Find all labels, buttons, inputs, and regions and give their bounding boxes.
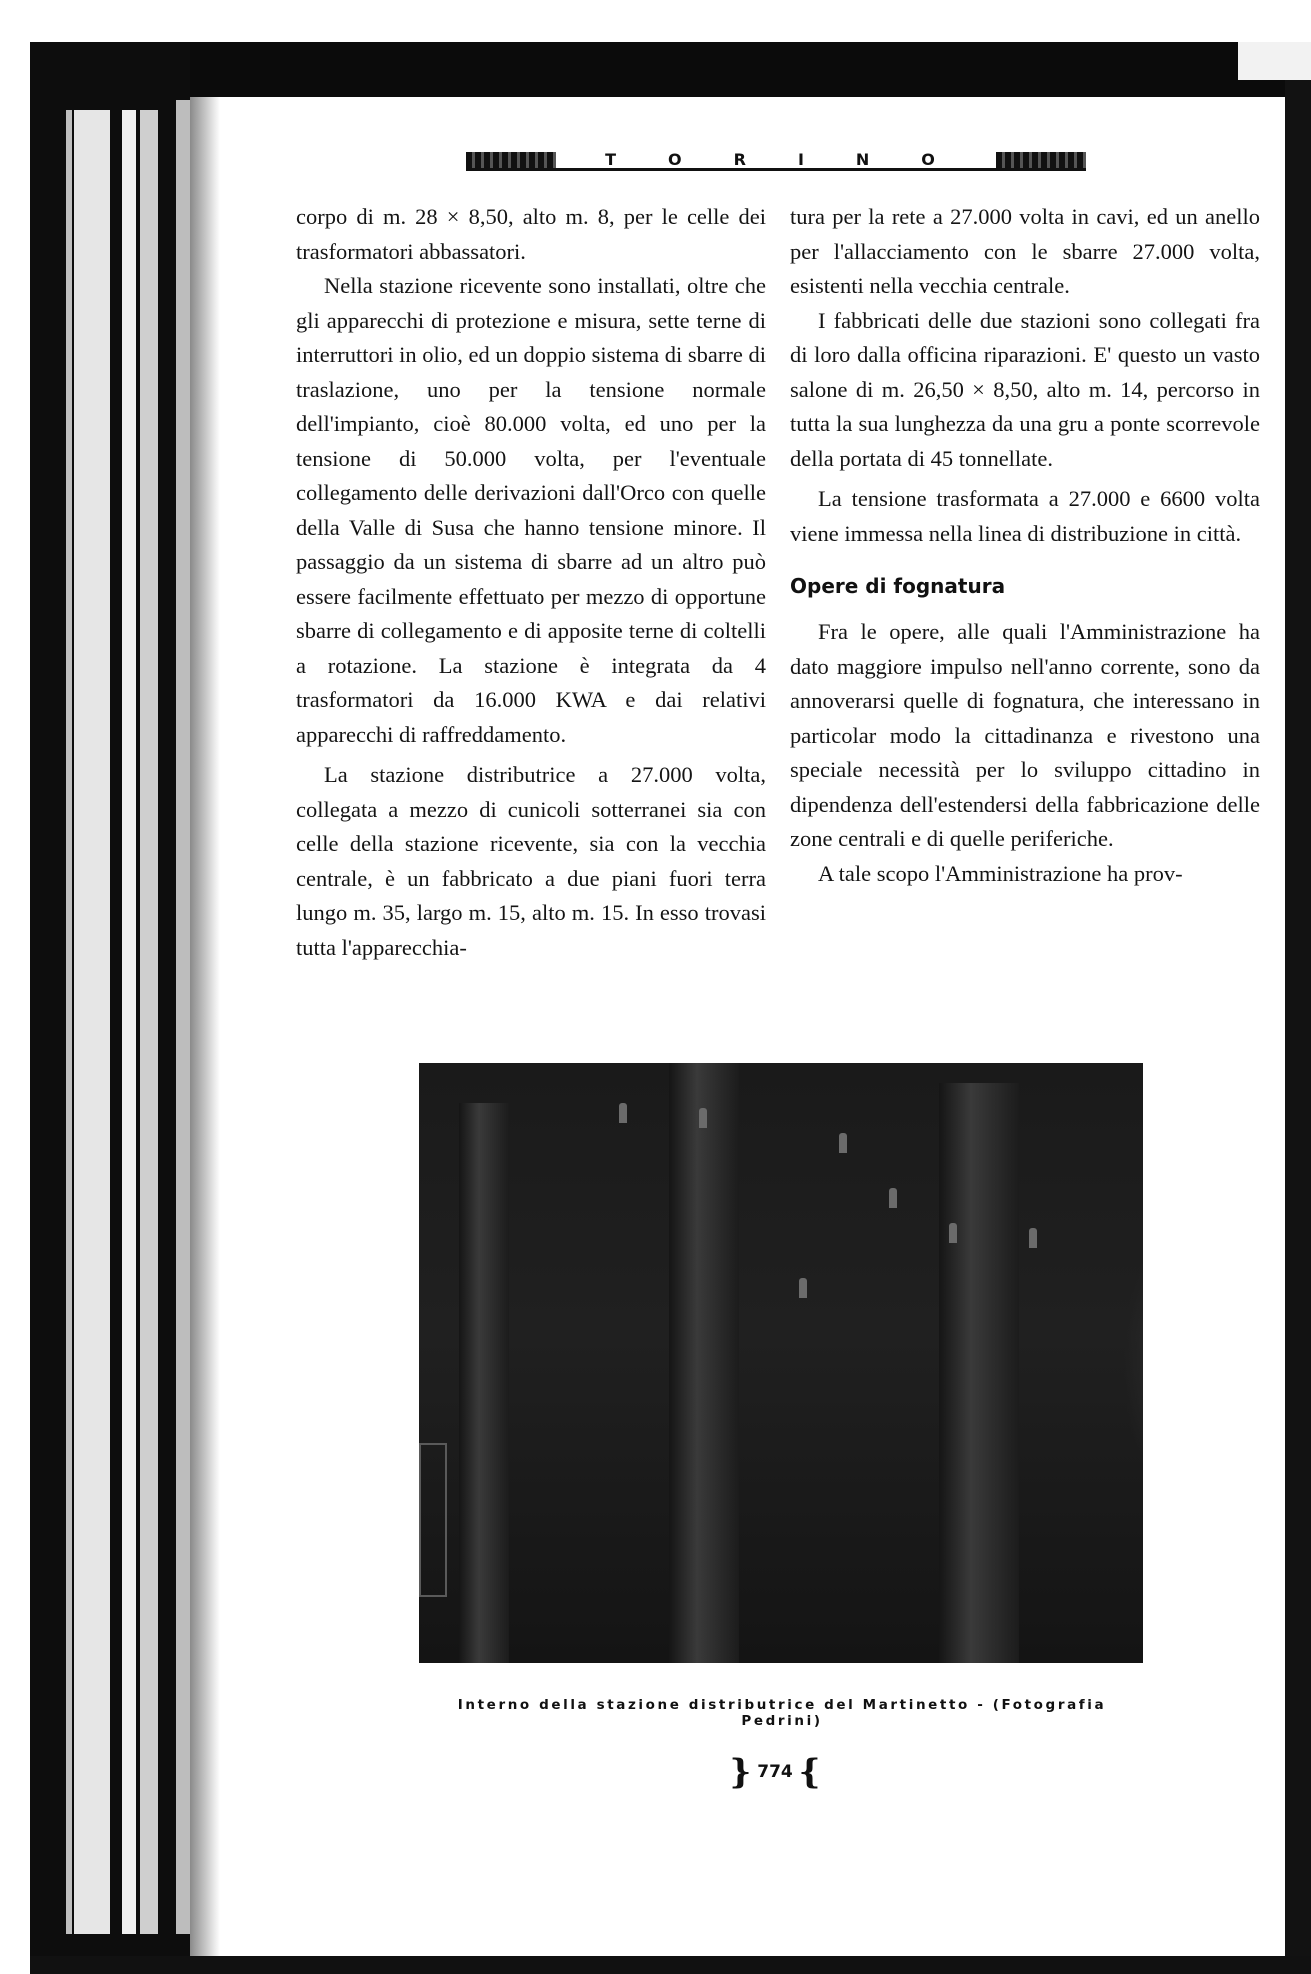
paragraph: Nella stazione ricevente sono installati, oltre che gli apparecchi di protezione e misura, sette terne di interruttori in olio, ed un doppio sistema di sbarre di traslazione, uno per la tensione normale dell'impianto, cioè 80.000 volta, ed uno per la tensione di 50.000 volta, per l'eventuale collegamento delle derivazioni dall'Orco con quelle della Valle di Susa che hanno tensione minore. Il passaggio da un sistema di sbarre ad un altro può essere facilmente effettuato per mezzo di opportune sbarre di collegamento e di apposite terne di coltelli a rotazione. La stazione è integrata da 4 trasformatori da 16.000 KWA e dai relativi apparecchi di raffreddamento.: [296, 273, 766, 747]
paragraph: A tale scopo l'Amministrazione ha prov-: [818, 860, 1183, 886]
running-header: [466, 148, 1086, 171]
text-column-right: [790, 200, 1260, 891]
paragraph: La tensione trasformata a 27.000 e 6600 volta viene immessa nella linea di distribuzione in città.: [790, 486, 1260, 546]
paragraph: tura per la rete a 27.000 volta in cavi, ed un anello per l'allacciamento con le sbarre 27.000 volta, esistenti nella vecchia centrale.: [790, 204, 1260, 298]
paragraph: Fra le opere, alle quali l'Amministrazione ha dato maggiore impulso nell'anno corrente, sono da annoverarsi quelle di fognatura, che interessano in particolar modo la cittadinanza e rivestono una speciale necessità per lo sviluppo cittadino in dipendenza dell'estendersi della fabbricazione delle zone centrali e di quelle periferiche.: [790, 619, 1260, 851]
photo-insulator: [799, 1278, 807, 1298]
header-ornament-left: [466, 152, 556, 168]
bracket-ornament: {: [798, 1752, 821, 1792]
photograph-station-interior: [419, 1063, 1143, 1663]
gutter-shadow: [190, 97, 220, 1974]
photo-pillar: [669, 1063, 739, 1663]
photo-insulator: [619, 1103, 627, 1123]
header-title: TORINO: [605, 150, 987, 169]
photo-insulator: [949, 1223, 957, 1243]
spine-page-edge: [176, 100, 190, 1934]
paragraph: I fabbricati delle due stazioni sono collegati fra di loro dalla officina riparazioni. E' questo un vasto salone di m. 26,50 × 8,50, alto m. 14, percorso in tutta la sua lunghezza da una gru a ponte scorrevole della portata di 45 tonnellate.: [790, 307, 1260, 471]
book-spine: [30, 42, 190, 1974]
photo-insulator: [1029, 1228, 1037, 1248]
spine-page-edge: [122, 110, 136, 1934]
bracket-ornament: }: [729, 1752, 752, 1792]
scan-border-bottom: [30, 1956, 1311, 1974]
scan-border-notch: [1238, 42, 1311, 80]
scan-border-right: [1285, 80, 1311, 1974]
page-number-value: 774: [757, 1762, 793, 1782]
photo-pillar: [459, 1103, 509, 1663]
text-column-left: [296, 200, 766, 965]
header-ornament-right: [996, 152, 1086, 168]
spine-page-edge: [74, 110, 110, 1934]
paragraph: corpo di m. 28 × 8,50, alto m. 8, per le celle dei trasformatori abbassatori.: [296, 204, 766, 264]
photo-insulator: [839, 1133, 847, 1153]
photo-window: [419, 1443, 447, 1597]
photo-insulator: [699, 1108, 707, 1128]
section-heading: Opere di fognatura: [790, 574, 1006, 598]
spine-page-edge: [66, 110, 72, 1934]
photo-pillar: [939, 1083, 1019, 1663]
spine-page-edge: [140, 110, 158, 1934]
paragraph: La stazione distributrice a 27.000 volta, collegata a mezzo di cunicoli sotterranei sia con celle della stazione ricevente, sia con la vecchia centrale, è un fabbricato a due piani fuori terra lungo m. 35, largo m. 15, alto m. 15. In esso trovasi tutta l'apparecchia-: [296, 762, 766, 960]
page-number: [700, 1752, 850, 1792]
scan-border-top: [30, 42, 1311, 97]
photo-insulator: [889, 1188, 897, 1208]
photo-caption: Interno della stazione distributrice del Martinetto - (Fotografia Pedrini): [457, 1697, 1107, 1729]
